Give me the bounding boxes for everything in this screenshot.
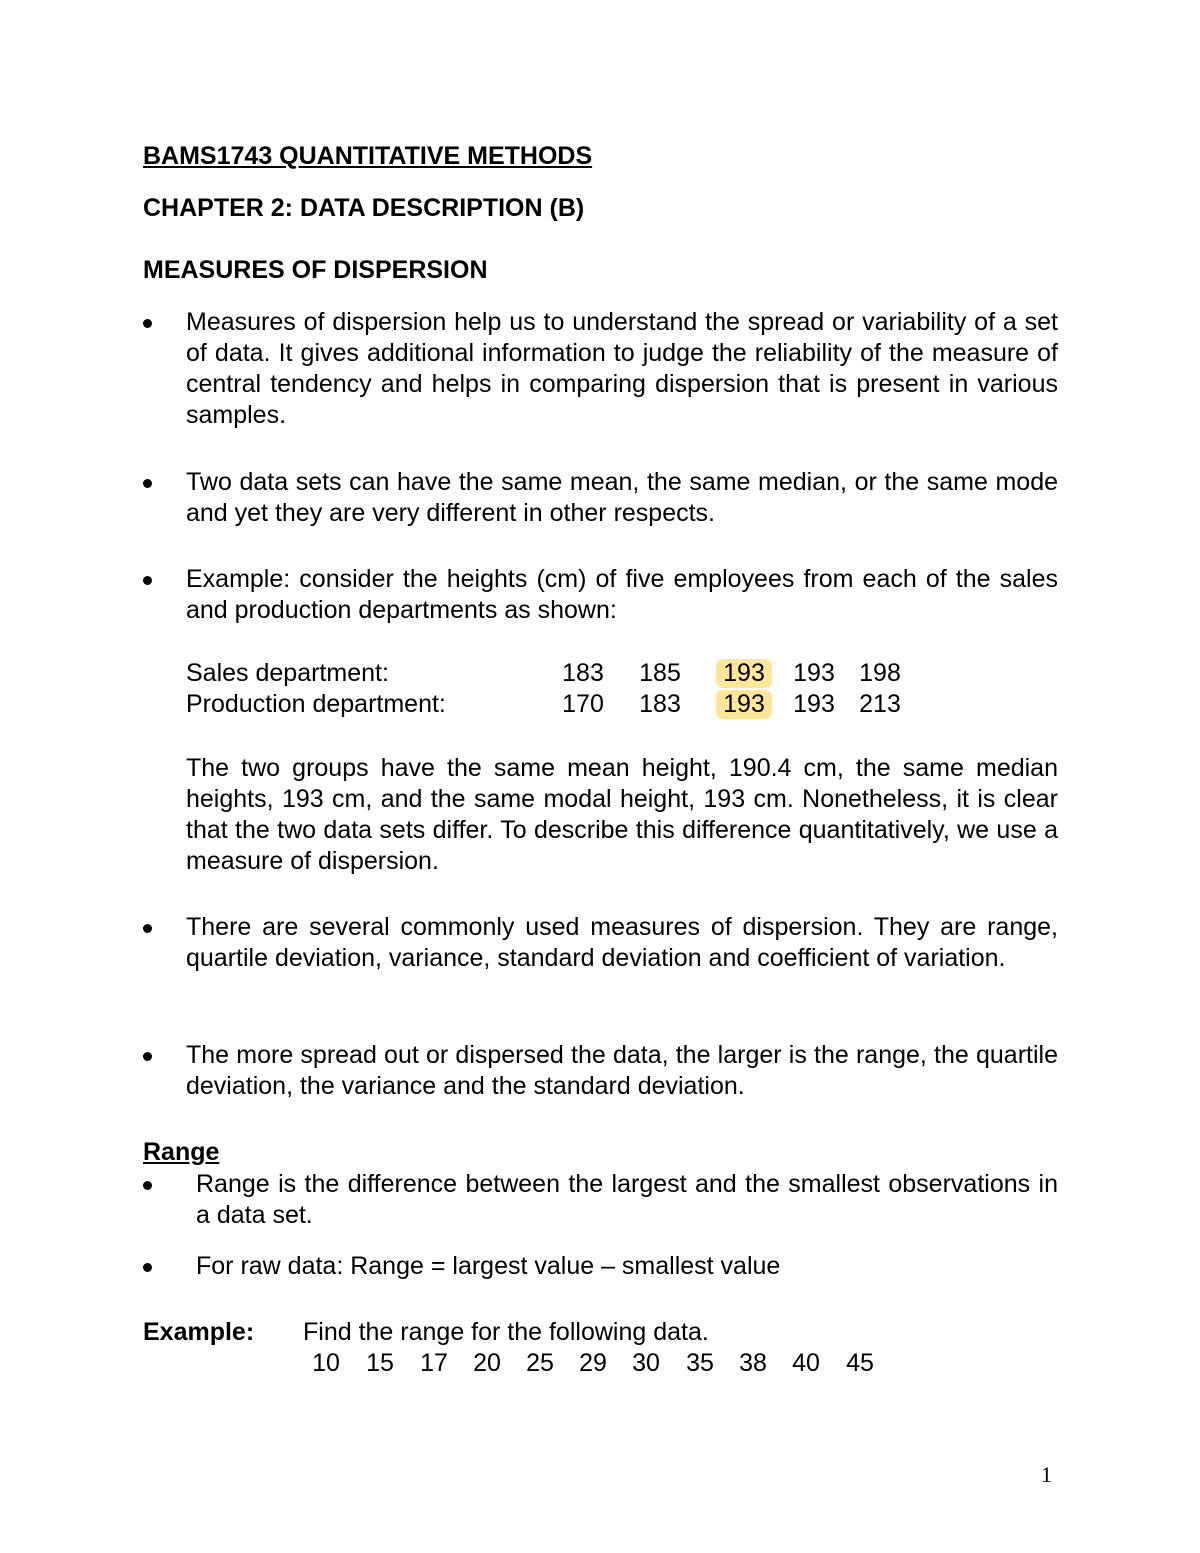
bullet-paragraph: The more spread out or dispersed the data, the larger is the range, the quartile deviation, the variance and the standard deviation. [186, 1041, 1058, 1100]
table-cell: 193 [793, 690, 835, 718]
example-label: Example: [143, 1318, 255, 1346]
highlighted-median-cell: 193 [716, 659, 772, 688]
section-title: MEASURES OF DISPERSION [143, 256, 488, 284]
bullet-icon [143, 1052, 155, 1064]
table-row-label: Production department: [186, 690, 446, 718]
table-cell: 213 [859, 690, 901, 718]
data-value: 30 [632, 1349, 660, 1377]
bullet-icon [143, 1263, 155, 1275]
page-number: 1 [1041, 1462, 1052, 1487]
table-row-label: Sales department: [186, 659, 389, 687]
bullet-icon [143, 1181, 155, 1193]
table-cell: 185 [639, 659, 681, 687]
bullet-icon [143, 576, 155, 588]
bullet-paragraph: Example: consider the heights (cm) of five employees from each of the sales and production departments as shown: [186, 565, 1058, 624]
data-value: 45 [846, 1349, 874, 1377]
bullet-paragraph: Two data sets can have the same mean, the same median, or the same mode and yet they are very different in other respects. [186, 468, 1058, 527]
course-title: BAMS1743 QUANTITATIVE METHODS [143, 142, 593, 170]
highlighted-median-cell: 193 [716, 690, 772, 719]
bullet-icon [143, 479, 155, 491]
data-value: 38 [739, 1349, 767, 1377]
heights-explanation: The two groups have the same mean height, 190.4 cm, the same median heights, 193 cm, and the same modal height, 193 cm. Nonetheless, it is clear that the two data sets differ. To describe this difference quantitatively, we use a measure of dispersion. [186, 754, 1058, 875]
table-cell: 193 [793, 659, 835, 687]
chapter-title: CHAPTER 2: DATA DESCRIPTION (B) [143, 194, 585, 222]
data-value: 40 [792, 1349, 820, 1377]
table-cell: 170 [562, 690, 604, 718]
data-value: 29 [579, 1349, 607, 1377]
range-heading: Range [143, 1138, 220, 1166]
data-value: 25 [526, 1349, 554, 1377]
data-value: 35 [686, 1349, 714, 1377]
table-cell: 183 [639, 690, 681, 718]
data-value: 15 [366, 1349, 394, 1377]
data-value: 17 [420, 1349, 448, 1377]
bullet-icon [143, 319, 155, 331]
range-definition: Range is the difference between the largest and the smallest observations in a data set. [196, 1170, 1058, 1229]
range-formula: For raw data: Range = largest value – smallest value [196, 1252, 781, 1280]
bullet-paragraph: Measures of dispersion help us to understand the spread or variability of a set of data. It gives additional information to judge the reliability of the measure of central tendency and helps in comparing dispersion that is present in various samples. [186, 308, 1058, 429]
table-cell: 183 [562, 659, 604, 687]
bullet-paragraph: There are several commonly used measures of dispersion. They are range, quartile deviation, variance, standard deviation and coefficient of variation. [186, 913, 1058, 972]
table-cell: 198 [859, 659, 901, 687]
data-value: 10 [312, 1349, 340, 1377]
data-value: 20 [473, 1349, 501, 1377]
bullet-icon [143, 924, 155, 936]
example-text: Find the range for the following data. [303, 1318, 709, 1346]
